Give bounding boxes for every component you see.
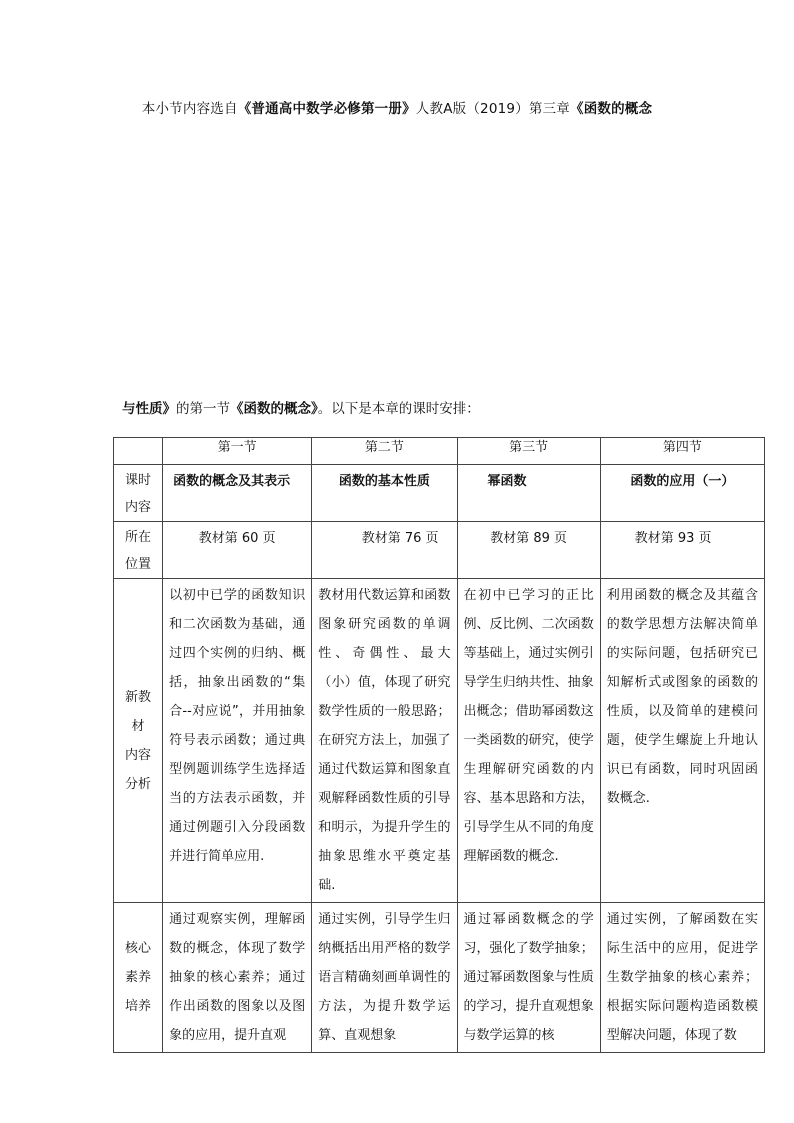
header-cell-section-1: 第一节 <box>163 438 312 465</box>
content-cell-3: 幂函数 <box>457 465 600 522</box>
content-cell-2: 函数的基本性质 <box>312 465 457 522</box>
intro-book: 《普通高中数学必修第一册》 <box>237 101 416 117</box>
header-cell-section-2: 第二节 <box>312 438 457 465</box>
row-label-analysis: 新教 材 内容 分析 <box>114 579 163 903</box>
row-label-content: 课时 内容 <box>114 465 163 522</box>
position-cell-4: 教材第 93 页 <box>600 522 764 579</box>
header-cell-empty <box>114 438 163 465</box>
table-row-content <box>114 465 765 522</box>
content-cell-1: 函数的概念及其表示 <box>163 465 312 522</box>
intro-line-1 <box>0 97 794 117</box>
analysis-cell-2: 教材用代数运算和函数图象研究函数的单调性、奇偶性、最大（小）值，体现了研究数学性质的一般思路；在研究方法上，加强了通过代数运算和图象直观解释函数性质的引导和明示，为提升学生的抽象思维水平奠定基础. <box>312 579 457 903</box>
lesson-plan-table <box>113 437 765 1053</box>
analysis-cell-4: 利用函数的概念及其蕴含的数学思想方法解决简单的实际问题，包括研究已知解析式或图象的函数的性质，以及简单的建模问题，使学生螺旋上升地认识已有函数，同时巩固函数概念. <box>600 579 764 903</box>
intro-mid: 的第一节 <box>176 401 230 417</box>
literacy-cell-3: 通过幂函数概念的学习，强化了数学抽象；通过幂函数图象与性质的学习，提升直观想象与数学运算的核 <box>457 903 600 1053</box>
intro-section: 《函数的概念》 <box>230 401 318 417</box>
analysis-cell-1: 以初中已学的函数知识和二次函数为基础，通过四个实例的归纳、概括，抽象出函数的“集合--对应说”，并用抽象符号表示函数；通过典型例题训练学生选择适当的方法表示函数，并通过例题引入分段函数并进行简单应用. <box>163 579 312 903</box>
position-cell-3: 教材第 89 页 <box>457 522 600 579</box>
intro-edition: 人教A版（2019）第三章 <box>415 101 570 117</box>
literacy-cell-4: 通过实例，了解函数在实际生活中的应用，促进学生数学抽象的核心素养；根据实际问题构造函数模型解决问题，体现了数 <box>600 903 764 1053</box>
position-cell-1: 教材第 60 页 <box>163 522 312 579</box>
table-header-row <box>114 438 765 465</box>
intro-tail: 。以下是本章的课时安排： <box>317 401 480 417</box>
table-row-literacy <box>114 903 765 1053</box>
row-label-position: 所在 位置 <box>114 522 163 579</box>
content-cell-4: 函数的应用（一） <box>600 465 764 522</box>
analysis-cell-3: 在初中已学习的正比例、反比例、二次函数等基础上，通过实例引导学生归纳共性、抽象出概念；借助幂函数这一类函数的研究，使学生理解研究函数的内容、基本思路和方法，引导学生从不同的角度理解函数的概念. <box>457 579 600 903</box>
intro-chapter: 《函数的概念 <box>570 101 653 117</box>
intro-prefix: 本小节内容选自 <box>141 101 238 117</box>
literacy-cell-1: 通过观察实例，理解函数的概念，体现了数学抽象的核心素养；通过作出函数的图象以及图象的应用，提升直观 <box>163 903 312 1053</box>
table-row-analysis <box>114 579 765 903</box>
table-row-position <box>114 522 765 579</box>
header-cell-section-3: 第三节 <box>457 438 600 465</box>
row-label-literacy: 核心 素养 培养 <box>114 903 163 1053</box>
intro-chapter-cont: 与性质》 <box>122 401 176 417</box>
header-cell-section-4: 第四节 <box>600 438 764 465</box>
literacy-cell-2: 通过实例，引导学生归纳概括出用严格的数学语言精确刻画单调性的方法，为提升数学运算、直观想象 <box>312 903 457 1053</box>
intro-line-2 <box>122 397 480 417</box>
position-cell-2: 教材第 76 页 <box>312 522 457 579</box>
